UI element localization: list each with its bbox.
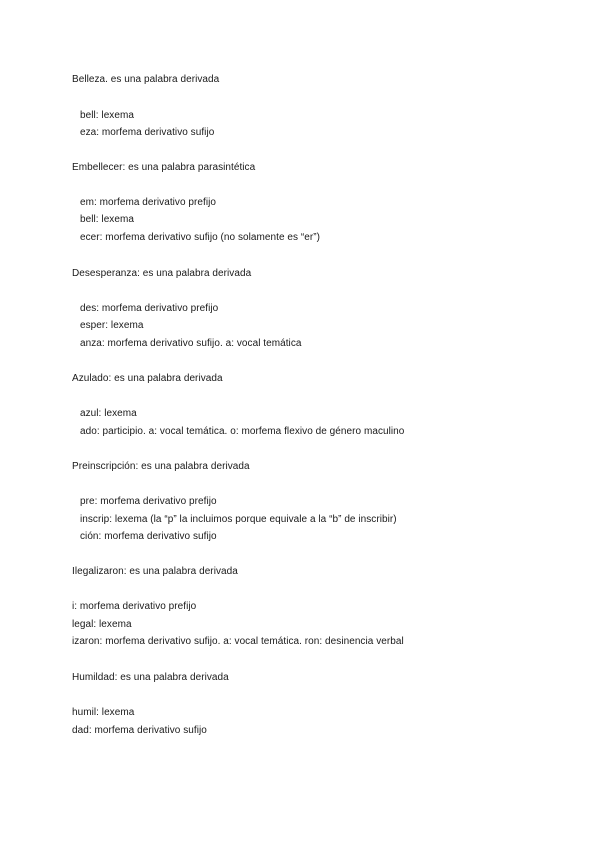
list-item: pre: morfema derivativo prefijo bbox=[80, 496, 217, 507]
list-item: bell: lexema bbox=[80, 110, 134, 121]
list-item: dad: morfema derivativo sufijo bbox=[72, 725, 207, 736]
section-heading: Desesperanza: es una palabra derivada bbox=[72, 268, 252, 279]
section-heading: Belleza. es una palabra derivada bbox=[72, 74, 220, 85]
list-item: i: morfema derivativo prefijo bbox=[72, 601, 197, 612]
list-item: esper: lexema bbox=[80, 320, 144, 331]
list-item: legal: lexema bbox=[72, 619, 132, 630]
section-heading: Embellecer: es una palabra parasintética bbox=[72, 162, 256, 173]
list-item: izaron: morfema derivativo sufijo. a: vocal temática. ron: desinencia verbal bbox=[72, 636, 404, 647]
section-heading: Humildad: es una palabra derivada bbox=[72, 672, 229, 683]
list-item: azul: lexema bbox=[80, 408, 137, 419]
list-item: bell: lexema bbox=[80, 214, 134, 225]
list-item: eza: morfema derivativo sufijo bbox=[80, 127, 215, 138]
list-item: ción: morfema derivativo sufijo bbox=[80, 531, 217, 542]
list-item: inscrip: lexema (la “p” la incluimos porque equivale a la “b” de inscribir) bbox=[80, 514, 397, 525]
list-item: ado: participio. a: vocal temática. o: morfema flexivo de género maculino bbox=[80, 426, 405, 437]
section-heading: Preinscripción: es una palabra derivada bbox=[72, 461, 250, 472]
list-item: em: morfema derivativo prefijo bbox=[80, 197, 216, 208]
list-item: humil: lexema bbox=[72, 707, 135, 718]
list-item: anza: morfema derivativo sufijo. a: vocal temática bbox=[80, 338, 302, 349]
list-item: ecer: morfema derivativo sufijo (no solamente es “er”) bbox=[80, 232, 321, 243]
section-heading: Azulado: es una palabra derivada bbox=[72, 373, 223, 384]
list-item: des: morfema derivativo prefijo bbox=[80, 303, 219, 314]
section-heading: Ilegalizaron: es una palabra derivada bbox=[72, 566, 238, 577]
